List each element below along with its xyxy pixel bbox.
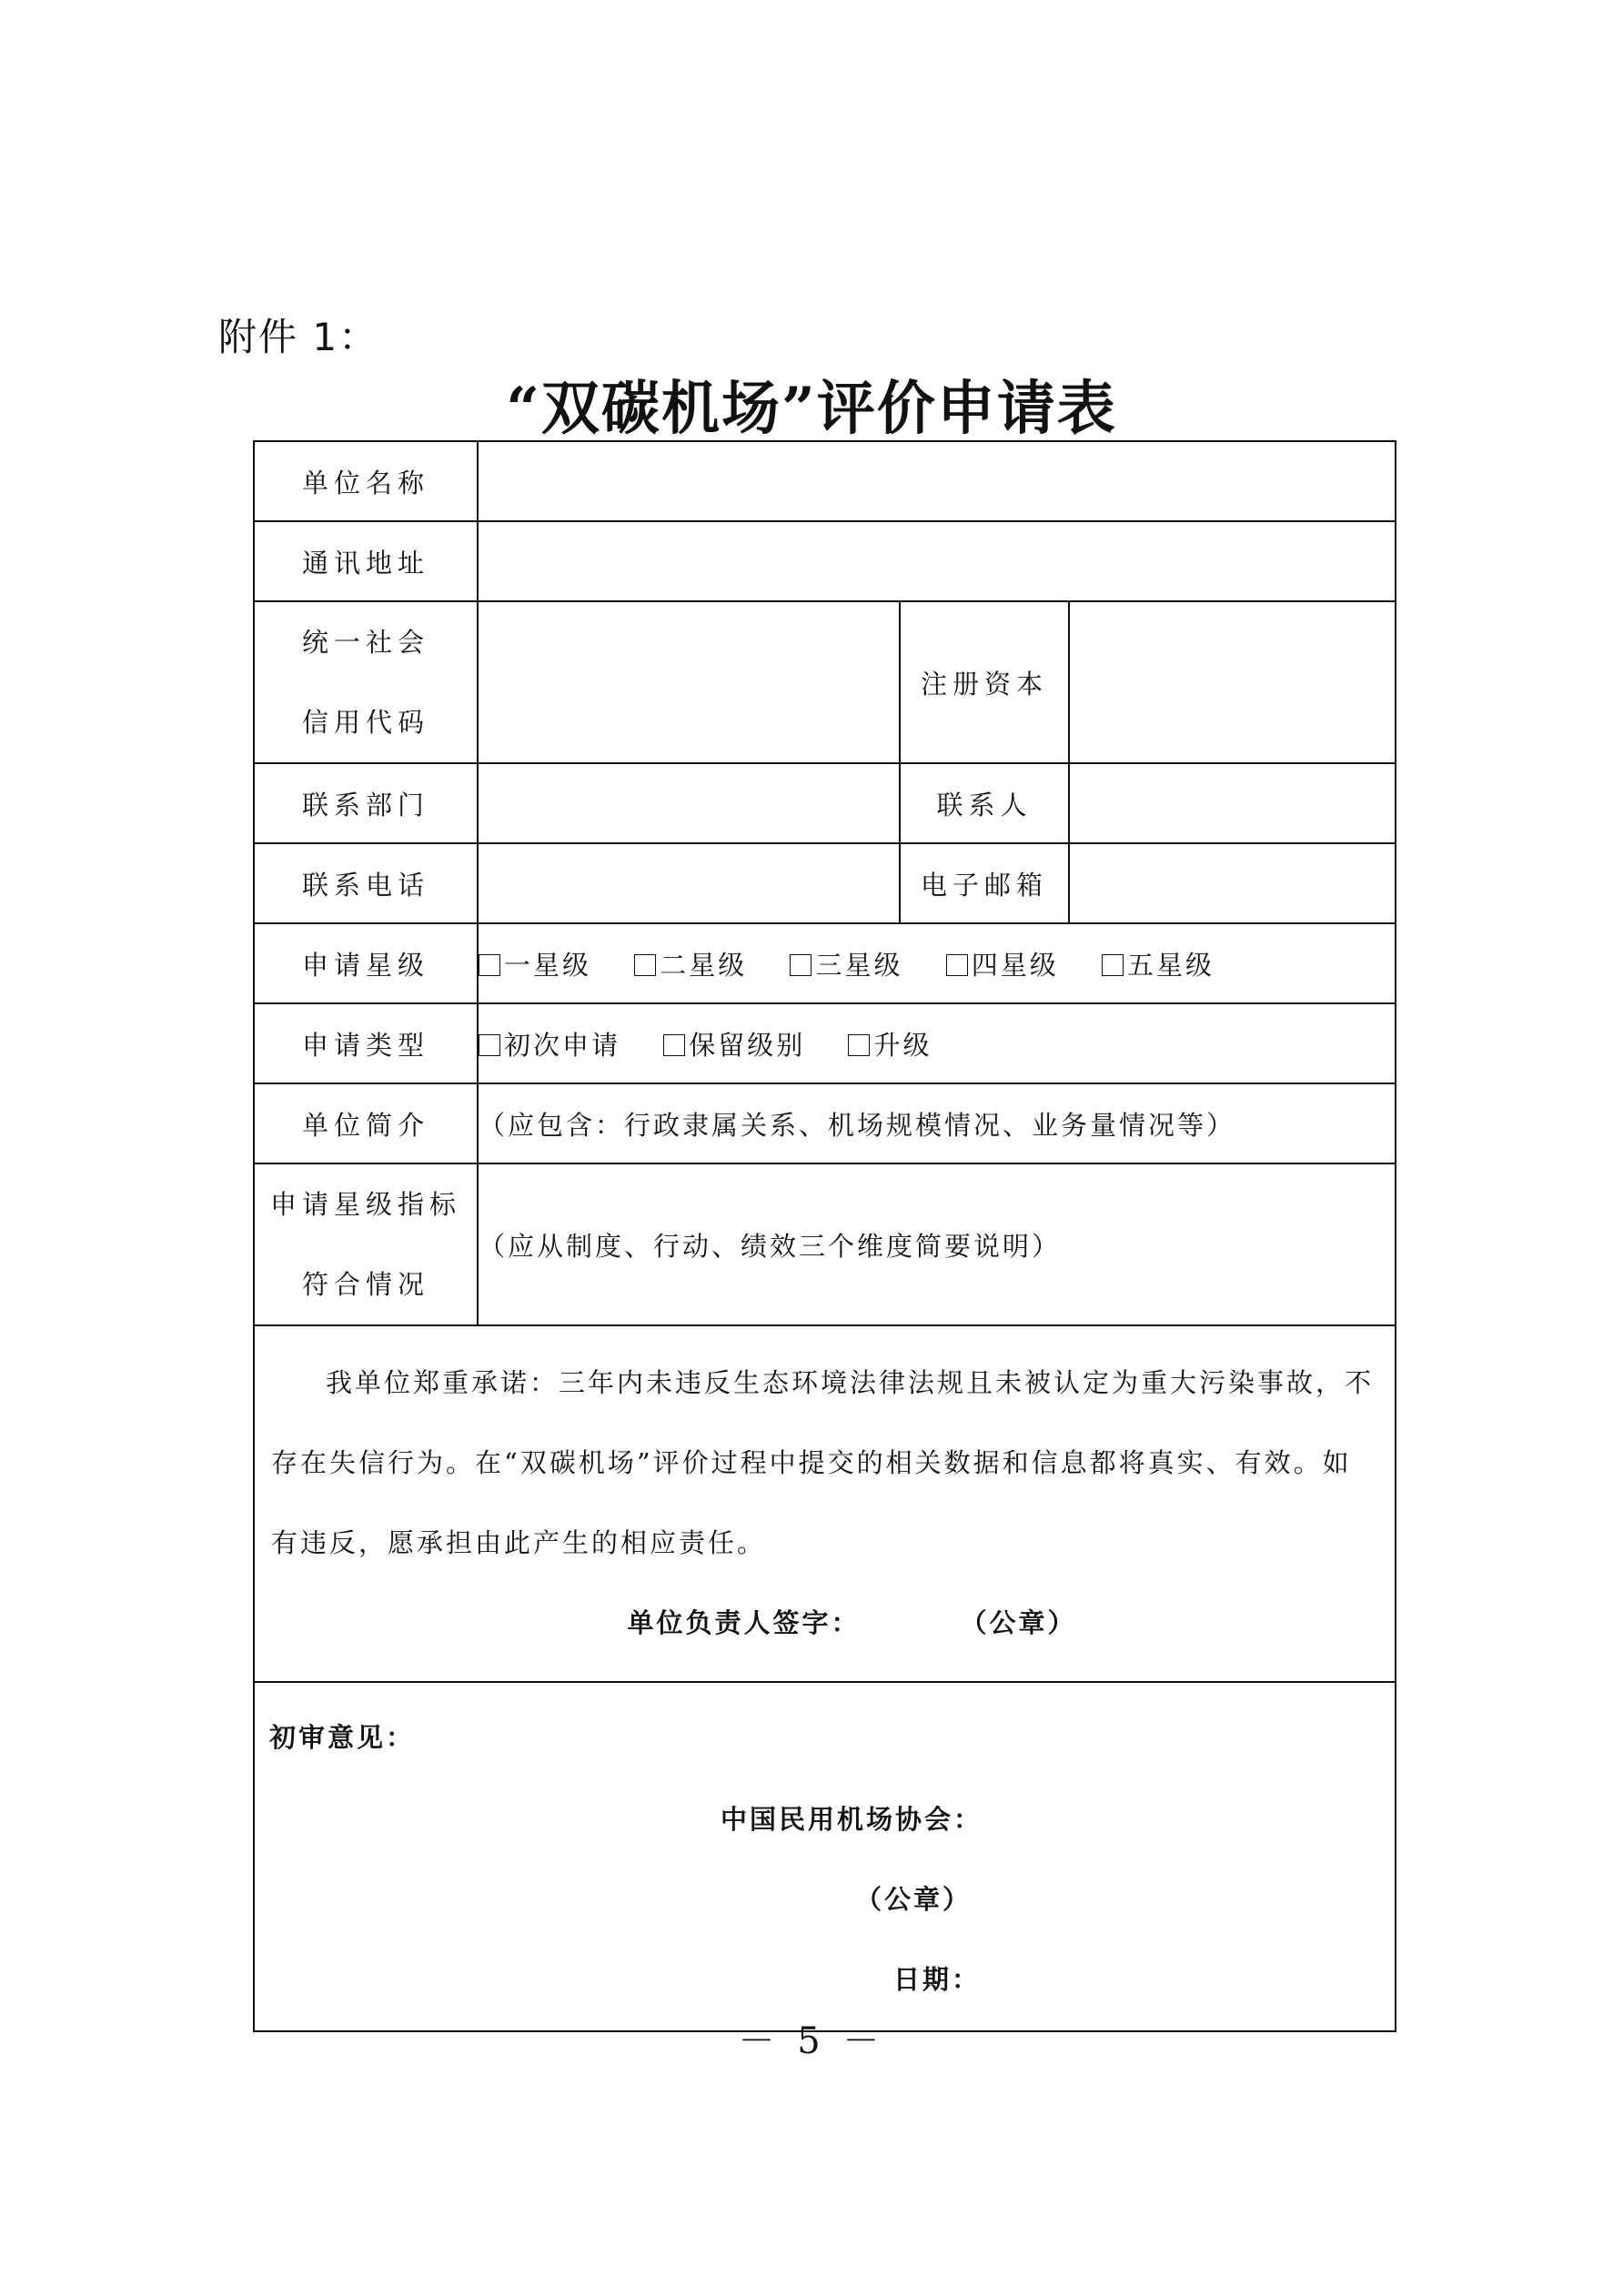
attachment-label: 附件 1：: [218, 315, 379, 359]
label-profile: 单位简介: [254, 1083, 478, 1163]
pledge-cell: [254, 1325, 1396, 1682]
checkbox-icon: [663, 1034, 685, 1056]
label-compliance: [254, 1163, 478, 1325]
checkbox-star-5[interactable]: 五星级: [1102, 945, 1215, 982]
checkbox-icon: [790, 954, 812, 976]
page-number: － 5 －: [738, 2020, 885, 2062]
checkbox-icon: [1102, 954, 1124, 976]
input-address[interactable]: [478, 521, 1396, 601]
label-department: 联系部门: [254, 763, 478, 843]
checkbox-upgrade[interactable]: 升级: [848, 1025, 932, 1062]
row-compliance: [254, 1163, 1396, 1325]
pledge-text: 我单位郑重承诺：三年内未违反生态环境法律法规且未被认定为重大污染事故，不存在失信行为。在“双碳机场”评价过程中提交的相关数据和信息都将真实、有效。如有违反，愿承担由此产生的相应责任。: [271, 1367, 1375, 1558]
checkbox-star-4[interactable]: 四星级: [946, 945, 1059, 982]
row-profile: [254, 1083, 1396, 1163]
label-credit-code-line2: 信用代码: [301, 707, 429, 738]
label-registered-capital: 注册资本: [900, 601, 1069, 763]
document-title: “双碳机场”评价申请表: [506, 375, 1117, 443]
compliance-note: （应从制度、行动、绩效三个维度简要说明）: [479, 1230, 1062, 1262]
row-credit-code: [254, 601, 1396, 763]
checkbox-icon: [479, 1034, 500, 1056]
review-org: 中国民用机场协会：: [721, 1804, 983, 1835]
review-title: 初审意见：: [269, 1722, 416, 1753]
checkbox-star-3[interactable]: 三星级: [790, 945, 902, 982]
label-star-level: 申请星级: [254, 923, 478, 1003]
label-phone: 联系电话: [254, 843, 478, 923]
checkbox-initial[interactable]: 初次申请: [479, 1025, 620, 1062]
input-profile[interactable]: [478, 1083, 1396, 1163]
label-email: 电子邮箱: [900, 843, 1069, 923]
label-credit-code-line1: 统一社会: [301, 627, 429, 658]
row-app-type: [254, 1003, 1396, 1083]
label-app-type: 申请类型: [254, 1003, 478, 1083]
signature-label: 单位负责人签字：: [627, 1607, 861, 1638]
label-address: 通讯地址: [254, 521, 478, 601]
review-seal: （公章）: [855, 1884, 973, 1915]
label-credit-code: [254, 601, 478, 763]
star-level-options: [478, 923, 1396, 1003]
checkbox-star-2[interactable]: 二星级: [634, 945, 747, 982]
label-unit-name: 单位名称: [254, 441, 478, 521]
checkbox-icon: [848, 1034, 870, 1056]
row-review: [254, 1682, 1396, 2031]
input-registered-capital[interactable]: [1069, 601, 1396, 763]
row-department: [254, 763, 1396, 843]
signature-seal: （公章）: [960, 1607, 1077, 1638]
input-contact-person[interactable]: [1069, 763, 1396, 843]
row-unit-name: [254, 441, 1396, 521]
row-address: [254, 521, 1396, 601]
review-date: 日期：: [893, 1964, 982, 1995]
input-unit-name[interactable]: [478, 441, 1396, 521]
row-star-level: [254, 923, 1396, 1003]
input-phone[interactable]: [478, 843, 900, 923]
checkbox-icon: [946, 954, 968, 976]
row-pledge: [254, 1325, 1396, 1682]
profile-note: （应包含：行政隶属关系、机场规模情况、业务量情况等）: [479, 1109, 1236, 1141]
label-contact-person: 联系人: [900, 763, 1069, 843]
signature-line: [326, 1583, 1378, 1663]
checkbox-retain[interactable]: 保留级别: [663, 1025, 805, 1062]
label-compliance-line1: 申请星级指标: [269, 1189, 461, 1220]
input-credit-code[interactable]: [478, 601, 900, 763]
checkbox-star-1[interactable]: 一星级: [479, 945, 591, 982]
review-cell: [254, 1682, 1396, 2031]
checkbox-icon: [479, 954, 500, 976]
app-type-options: [478, 1003, 1396, 1083]
checkbox-icon: [634, 954, 656, 976]
input-compliance[interactable]: [478, 1163, 1396, 1325]
row-phone: [254, 843, 1396, 923]
application-form-table: [253, 440, 1396, 2032]
label-compliance-line2: 符合情况: [301, 1269, 429, 1300]
input-email[interactable]: [1069, 843, 1396, 923]
input-department[interactable]: [478, 763, 900, 843]
